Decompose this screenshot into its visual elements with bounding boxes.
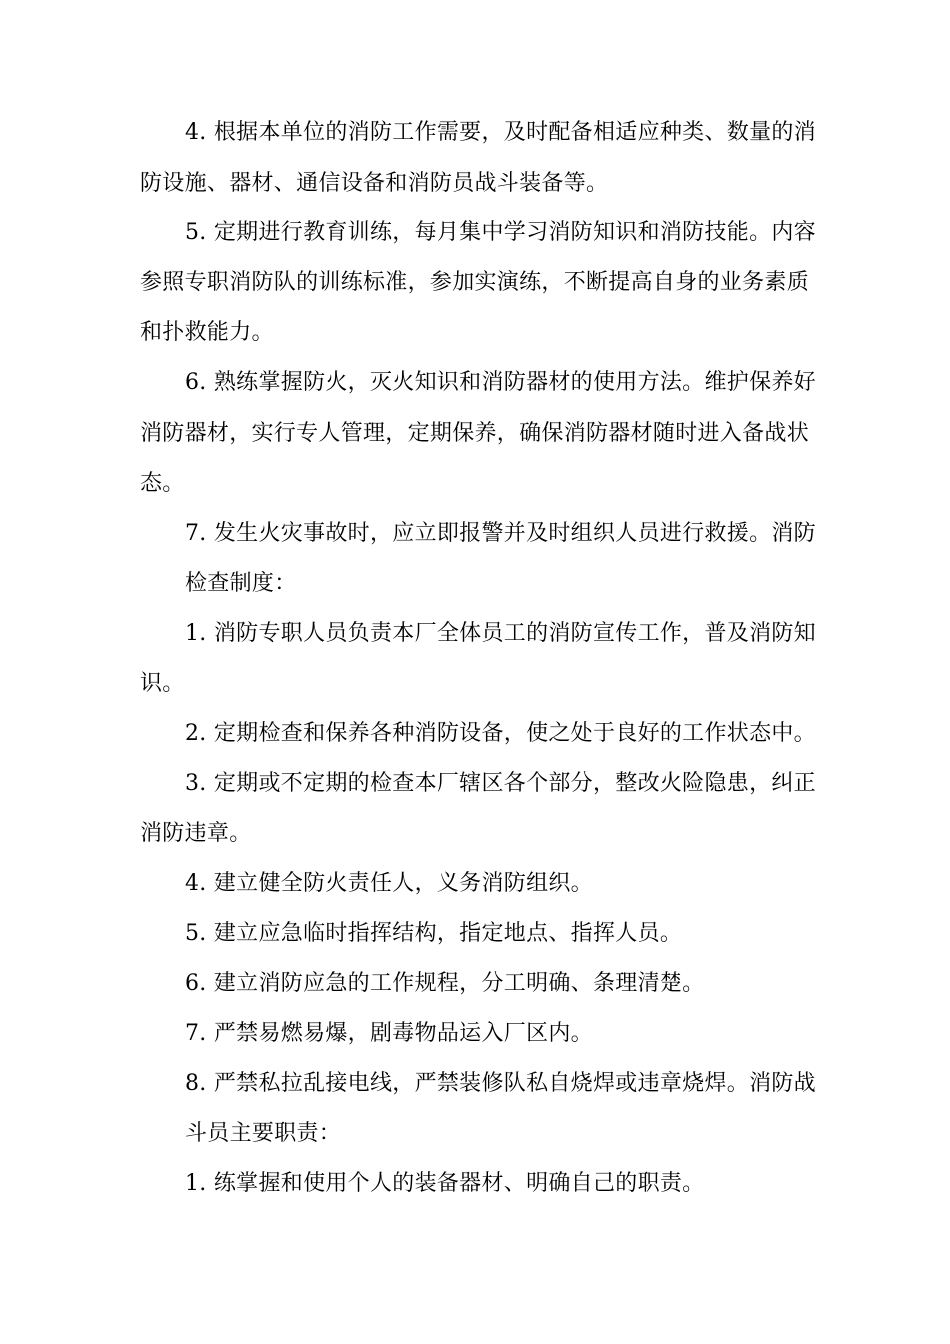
text-line-19: 7. 严禁易燃易爆，剧毒物品运入厂区内。 (185, 1021, 593, 1046)
text-line-21: 斗员主要职责： (185, 1121, 342, 1146)
text-line-2: 防设施、器材、通信设备和消防员战斗装备等。 (140, 171, 609, 196)
text-line-4: 参照专职消防队的训练标准，参加实演练，不断提高自身的业务素质 (140, 270, 810, 295)
text-line-17: 5. 建立应急临时指挥结构，指定地点、指挥人员。 (185, 921, 683, 946)
text-line-7: 消防器材，实行专人管理，定期保养，确保消防器材随时进入备战状 (140, 421, 810, 446)
text-line-9: 7. 发生火灾事故时，应立即报警并及时组织人员进行救援。消防 (185, 521, 816, 546)
text-line-15: 消防违章。 (140, 821, 252, 846)
text-line-22: 1. 练掌握和使用个人的装备器材、明确自己的职责。 (185, 1171, 705, 1196)
text-line-14: 3. 定期或不定期的检查本厂辖区各个部分，整改火险隐患，纠正 (185, 771, 816, 796)
text-line-8: 态。 (140, 471, 185, 496)
text-line-10: 检查制度： (185, 571, 297, 596)
text-line-1: 4. 根据本单位的消防工作需要，及时配备相适应种类、数量的消 (185, 120, 816, 145)
text-line-5: 和扑救能力。 (140, 320, 274, 345)
text-line-13: 2. 定期检查和保养各种消防设备，使之处于良好的工作状态中。 (185, 721, 816, 746)
text-line-11: 1. 消防专职人员负责本厂全体员工的消防宣传工作，普及消防知 (185, 621, 816, 646)
text-line-3: 5. 定期进行教育训练，每月集中学习消防知识和消防技能。内容 (185, 220, 816, 245)
text-line-18: 6. 建立消防应急的工作规程，分工明确、条理清楚。 (185, 971, 705, 996)
text-line-6: 6. 熟练掌握防火，灭火知识和消防器材的使用方法。维护保养好 (185, 370, 816, 395)
text-line-12: 识。 (140, 671, 185, 696)
text-line-20: 8. 严禁私拉乱接电线，严禁装修队私自烧焊或违章烧焊。消防战 (185, 1071, 816, 1096)
text-line-16: 4. 建立健全防火责任人，义务消防组织。 (185, 871, 593, 896)
